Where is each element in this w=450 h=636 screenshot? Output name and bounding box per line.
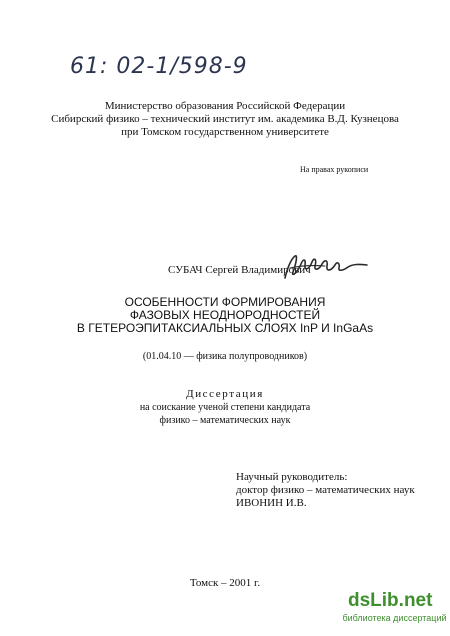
watermark-logo: dsLib.net [348,590,433,611]
supervisor-name: ИВОНИН И.В. [236,497,307,509]
author-name: СУБАЧ Сергей Владимирович [168,264,311,276]
signature-icon [281,250,371,284]
header-line-institute: Сибирский физико – технический институт им. академика В.Д. Кузнецова [51,113,399,125]
title-line-2: ФАЗОВЫХ НЕОДНОРОДНОСТЕЙ [129,308,321,322]
watermark-subtitle: библиотека диссертаций [342,613,447,623]
degree-line-2: физико – математических наук [159,415,291,426]
handwritten-catalog-code: 61: 02-1/598-9 [70,54,248,79]
rights-note: На правах рукописи [300,165,369,174]
institution-header [0,100,450,139]
degree-description [0,401,450,427]
supervisor-block [236,471,415,510]
dissertation-label: Диссертация [186,388,264,400]
specialty-code: (01.04.10 — физика полупроводников) [142,351,308,362]
place-and-year: Томск – 2001 г. [189,577,261,589]
degree-line-1: на соискание ученой степени кандидата [139,402,311,413]
header-line-ministry: Министерство образования Российской Федерации [104,100,346,112]
header-line-university: при Томском государственном университете [121,126,329,138]
supervisor-degree: доктор физико – математических наук [236,484,415,496]
title-line-1: ОСОБЕННОСТИ ФОРМИРОВАНИЯ [124,295,326,309]
dissertation-title [0,296,450,335]
title-line-3: В ГЕТЕРОЭПИТАКСИАЛЬНЫХ СЛОЯХ InP И InGaAs [76,321,374,335]
supervisor-label: Научный руководитель: [236,471,348,483]
